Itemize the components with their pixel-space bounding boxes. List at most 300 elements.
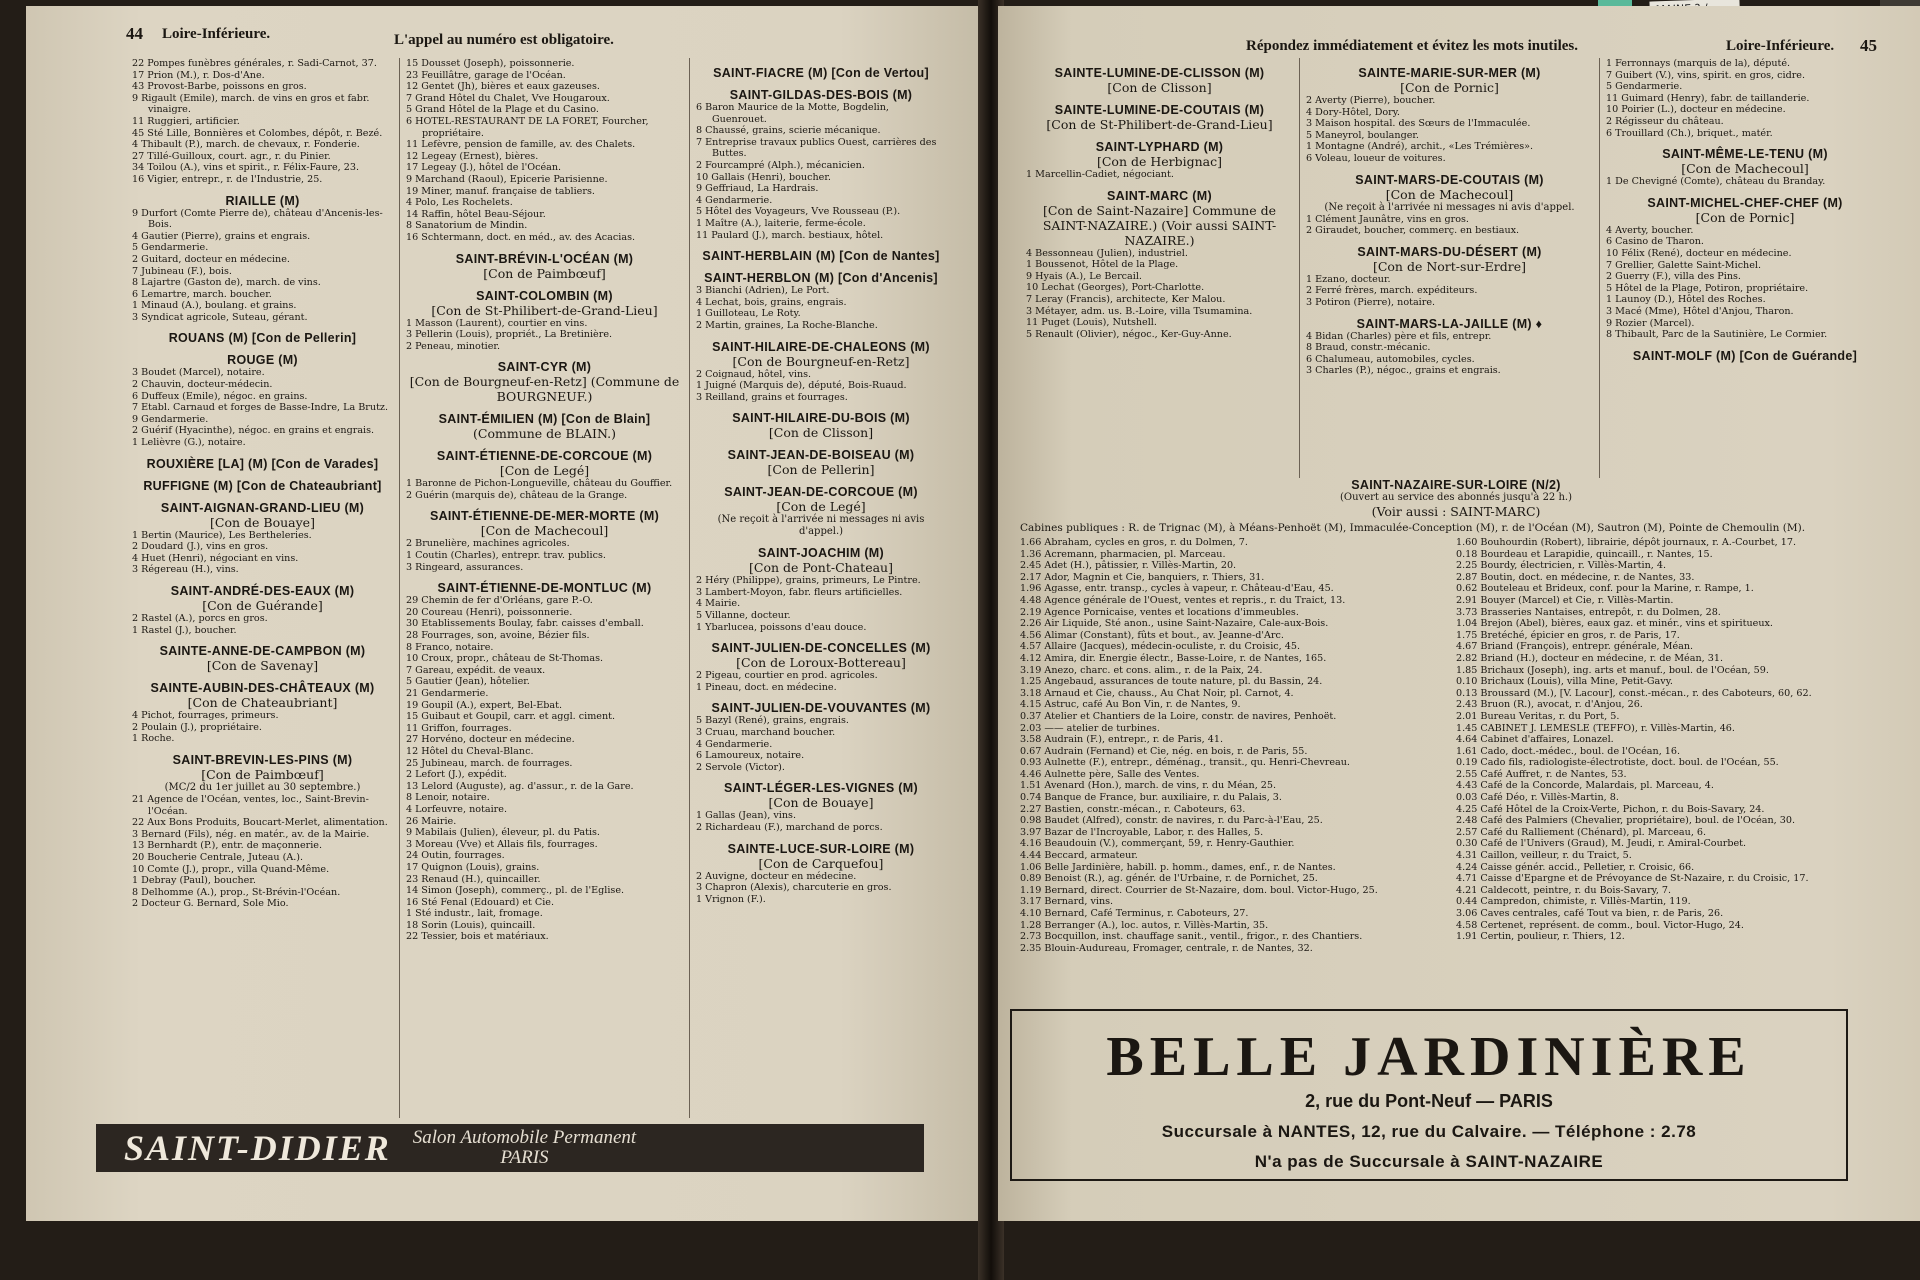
directory-section	[1306, 173, 1593, 237]
subscriber-entry: 2.17 Ador, Magnin et Cie, banquiers, r. Thiers, 31.	[1020, 571, 1265, 583]
directory-entry: 9 Geffriaud, La Hardrais.	[696, 183, 819, 195]
directory-entry: 2 Peneau, minotier.	[406, 340, 501, 352]
section-subtitle: [Con de Nort-sur-Erdre]	[1372, 258, 1527, 274]
directory-section	[406, 360, 683, 404]
directory-entry: 3 Ringeard, assurances.	[406, 561, 524, 573]
subscriber-entry: 3.17 Bernard, vins.	[1020, 896, 1114, 908]
directory-entry: 19 Goupil (A.), expert, Bel-Ebat.	[406, 699, 563, 711]
subscriber-entry: 1.04 Brejon (Abel), bières, eaux gaz. et minér., vins et spiritueux.	[1456, 618, 1773, 630]
subscriber-entry: 2.45 Adet (H.), pâtissier, r. Villès-Martin, 20.	[1020, 560, 1237, 572]
directory-section	[696, 485, 946, 538]
directory-section	[1606, 196, 1884, 341]
directory-entry: 6 Trouillard (Ch.), briquet., matér.	[1606, 127, 1773, 139]
saint-didier-ad	[96, 1124, 924, 1172]
directory-entry: 1 Boussenot, Hôtel de la Plage.	[1026, 259, 1179, 271]
directory-entry: 4 Averty, boucher.	[1606, 224, 1694, 236]
section-title: SAINTE-LUMINE-DE-CLISSON (M)	[1054, 66, 1265, 80]
section-title: SAINT-ÉTIENNE-DE-MER-MORTE (M)	[429, 509, 660, 524]
subscriber-entry: 1.66 Abraham, cycles en gros, r. du Dolmen, 7.	[1020, 537, 1248, 548]
ad-tagline	[413, 1128, 636, 1168]
directory-section	[406, 252, 683, 281]
directory-entry: 3 Métayer, adm. us. B.-Loire, villa Tsumamina.	[1026, 305, 1253, 317]
subscriber-entry: 4.71 Caisse d'Epargne et de Prévoyance de St-Nazaire, r. du Croisic, 17.	[1456, 873, 1809, 885]
section-title: SAINT-MARS-DU-DÉSERT (M)	[1357, 244, 1542, 259]
section-title: SAINT-BRÉVIN-L'OCÉAN (M)	[455, 251, 634, 266]
subscriber-entry: 1.60 Bouhourdin (Robert), librairie, dépôt journaux, r. A.-Courbet, 17.	[1456, 537, 1797, 548]
directory-entry: 17 Prion (M.), r. Dos-d'Ane.	[132, 69, 265, 81]
left-page	[26, 6, 984, 1221]
directory-entry: 11 Puget (Louis), Nutshell.	[1026, 317, 1157, 329]
directory-entry: 3 Lambert-Moyon, fabr. fleurs artificielles.	[696, 586, 903, 598]
column	[1600, 58, 1890, 478]
directory-entry: 3 Maison hospital. des Sœurs de l'Immaculée.	[1306, 118, 1531, 130]
ad-title: BELLE JARDINIÈRE	[1106, 1026, 1752, 1088]
region-title: Loire-Inférieure.	[162, 26, 271, 42]
directory-section	[696, 546, 946, 633]
directory-entry: 4 Thibault (P.), march. de chevaux, r. Fonderie.	[132, 139, 360, 151]
directory-section	[132, 479, 393, 493]
column	[690, 58, 952, 1118]
directory-entry: 10 Comte (J.), propr., villa Quand-Même.	[132, 863, 330, 875]
directory-entry: 12 Legeay (Ernest), bières.	[406, 150, 539, 162]
directory-entry: 27 Tillé-Guilloux, court. agr., r. du Pinier.	[132, 150, 331, 162]
subscriber-entry: 2.48 Café des Palmiers (Chevalier, propriétaire), boul. de l'Océan, 30.	[1456, 815, 1796, 827]
subscriber-entry: 1.51 Avenard (Hon.), march. de vins, r. du Méan, 25.	[1020, 780, 1277, 792]
directory-entry: 2 Héry (Philippe), grains, primeurs, Le Pintre.	[696, 575, 921, 587]
subscriber-entry: 1.25 Angebaud, assurances de toute nature, pl. du Bassin, 24.	[1020, 676, 1323, 688]
directory-entry: 16 Vigier, entrepr., r. de l'Industrie, 25.	[132, 173, 323, 185]
subscriber-entry: 2.82 Briand (H.), docteur en médecine, r. de Méan, 31.	[1456, 652, 1723, 664]
section-title: SAINT-JULIEN-DE-VOUVANTES (M)	[711, 701, 931, 716]
directory-entry: 2 Lefort (J.), expédit.	[406, 769, 507, 781]
directory-entry: 13 Lelord (Auguste), ag. d'assur., r. de la Gare.	[406, 780, 634, 792]
section-title: SAINT-HILAIRE-DE-CHALEONS (M)	[712, 339, 930, 354]
directory-entry: 7 Grellier, Galette Saint-Michel.	[1606, 259, 1762, 271]
directory-entry: 4 Pichot, fourrages, primeurs.	[132, 710, 279, 722]
directory-entry: 2 Guerry (F.), villa des Pins.	[1606, 271, 1741, 283]
directory-entry: 18 Sorin (Louis), quincaill.	[406, 919, 536, 931]
directory-entry: 4 Gendarmerie.	[696, 194, 773, 206]
section-title: SAINT-HERBLAIN (M) [Con de Nantes]	[702, 249, 940, 264]
section-title: SAINT-ÉTIENNE-DE-CORCOUE (M)	[436, 449, 653, 464]
subscriber-entry: 4.43 Café de la Concorde, Malardais, pl. Marceau, 4.	[1456, 780, 1714, 792]
directory-entry: 5 Hôtel des Voyageurs, Vve Rousseau (P.).	[696, 206, 901, 218]
section-subtitle: [Con de Clisson]	[1107, 80, 1212, 95]
directory-entry: 6 Duffeux (Emile), négoc. en grains.	[132, 390, 308, 402]
directory-entry: 8 Braud, constr.-mécanic.	[1306, 342, 1431, 354]
directory-section	[1306, 317, 1593, 377]
directory-section	[1026, 66, 1293, 95]
directory-entry: 2 Ferré frères, march. expéditeurs.	[1306, 285, 1478, 297]
section-subtitle: [Con de Herbignac]	[1096, 154, 1223, 169]
directory-section	[1306, 66, 1593, 165]
header-notice: Répondez immédiatement et évitez les mots inutiles.	[1246, 38, 1579, 54]
directory-entry: 1 Launoy (D.), Hôtel des Roches.	[1606, 294, 1766, 306]
directory-entry: 6 HOTEL-RESTAURANT DE LA FORET, Fourcher, propriétaire.	[406, 115, 649, 139]
directory-entry: 9 Mabilais (Julien), éleveur, pl. du Patis.	[406, 827, 600, 839]
directory-section	[1606, 349, 1884, 363]
section-subtitle: [Con de Machecoul]	[480, 523, 609, 539]
directory-entry: 5 Renault (Olivier), négoc., Ker-Guy-Anne.	[1026, 328, 1232, 340]
subscriber-entry: 2.91 Bouyer (Marcel) et Cie, r. Villès-Martin.	[1456, 594, 1674, 606]
subscriber-entry: 2.03 —— atelier de turbines.	[1020, 722, 1160, 734]
directory-entry: 8 Thibault, Parc de la Sautinière, Le Cormier.	[1606, 329, 1828, 341]
directory-entry: 17 Legeay (J.), hôtel de l'Océan.	[406, 162, 562, 174]
left-page-header	[126, 24, 954, 58]
directory-section	[406, 58, 683, 244]
directory-entry: 7 Gareau, expédit. de veaux.	[406, 664, 546, 676]
directory-entry: 1 Vrignon (F.).	[696, 893, 766, 905]
section-title: SAINT-MOLF (M) [Con de Guérande]	[1632, 348, 1858, 363]
section-subtitle: [Con de Paimbœuf]	[201, 766, 324, 782]
section-title: RIAILLE (M)	[225, 193, 300, 208]
section-title: SAINT-MARS-LA-JAILLE (M) ♦	[1356, 316, 1543, 331]
directory-entry: 22 Aux Bons Produits, Boucart-Merlet, alimentation.	[132, 817, 388, 829]
subscriber-entry: 1.91 Certin, poulieur, r. Thiers, 12.	[1456, 931, 1625, 943]
section-subtitle: [Con de Pellerin]	[767, 462, 875, 478]
section-title: ROUANS (M) [Con de Pellerin]	[168, 331, 357, 346]
region-title: Loire-Inférieure.	[1726, 38, 1835, 54]
subscriber-entry: 0.37 Atelier et Chantiers de la Loire, constr. de navires, Penhoët.	[1020, 710, 1337, 722]
directory-section	[696, 641, 946, 693]
subscriber-entry: 4.15 Astruc, café Au Bon Vin, r. de Nantes, 9.	[1020, 699, 1241, 711]
directory-entry: 1 Pineau, doct. en médecine.	[696, 681, 837, 693]
directory-entry: 5 Grand Hôtel de la Plage et du Casino.	[406, 104, 599, 116]
directory-entry: 2 Fourcampré (Alph.), mécanicien.	[696, 159, 865, 171]
directory-entry: 43 Provost-Barbe, poissons en gros.	[132, 81, 307, 93]
directory-entry: 2 Docteur G. Bernard, Sole Mio.	[132, 898, 289, 910]
subscriber-entry: 0.74 Banque de France, bur. auxiliaire, r. du Palais, 3.	[1020, 792, 1282, 804]
directory-entry: 6 Lemartre, march. boucher.	[132, 288, 272, 300]
directory-entry: 3 Potiron (Pierre), notaire.	[1306, 296, 1436, 308]
directory-entry: 1 Debray (Paul), boucher.	[132, 875, 256, 887]
directory-entry: 2 Régisseur du château.	[1606, 115, 1724, 127]
section-title: SAINTE-ANNE-DE-CAMPBON (M)	[159, 644, 366, 659]
section-title: SAINT-LYPHARD (M)	[1095, 140, 1224, 154]
directory-entry: 8 Chaussé, grains, scierie mécanique.	[696, 125, 881, 137]
directory-entry: 8 Franco, notaire.	[406, 641, 494, 653]
directory-section	[132, 681, 393, 745]
directory-entry: 15 Dousset (Joseph), poissonnerie.	[406, 58, 575, 69]
directory-entry: 27 Horvéno, docteur en médecine.	[406, 734, 575, 746]
directory-entry: 2 Giraudet, boucher, commerç. en bestiaux.	[1306, 225, 1520, 237]
directory-entry: 2 Averty (Pierre), boucher.	[1306, 95, 1436, 106]
directory-section	[696, 701, 946, 773]
directory-entry: 26 Mairie.	[406, 815, 457, 827]
directory-section	[132, 753, 393, 910]
subscriber-entry: 2.26 Air Liquide, Sté anon., usine Saint-Nazaire, Cale-aux-Bois.	[1020, 618, 1329, 630]
directory-entry: 1 Maître (A.), laiterie, ferme-école.	[696, 217, 866, 229]
section-subtitle: [Con de Paimbœuf]	[483, 265, 606, 281]
directory-entry: 16 Sté Fenal (Edouard) et Cie.	[406, 896, 555, 908]
subscriber-entry: 3.97 Bazar de l'Incroyable, Labor, r. des Halles, 5.	[1020, 826, 1264, 838]
directory-section	[696, 781, 946, 833]
section-title: SAINT-JEAN-DE-BOISEAU (M)	[727, 448, 915, 463]
subscriber-entry: 2.25 Bourdy, électricien, r. Villès-Martin, 4.	[1456, 560, 1667, 572]
directory-entry: 23 Renaud (H.), quincailler.	[406, 873, 541, 885]
section-subtitle: [Con de Saint-Nazaire] Commune de SAINT-NAZAIRE.) (Voir aussi SAINT-NAZAIRE.)	[1042, 202, 1277, 248]
directory-section	[406, 509, 683, 573]
directory-entry: 5 Bazyl (René), grains, engrais.	[696, 715, 849, 727]
directory-entry: 4 Huet (Henri), négociant en vins.	[132, 552, 299, 564]
section-title: SAINT-JEAN-DE-CORCOUE (M)	[724, 485, 918, 500]
subscriber-entry: 3.58 Audrain (F.), entrepr., r. de Paris, 41.	[1020, 734, 1224, 746]
directory-section	[696, 249, 946, 263]
directory-entry: 11 Lefèvre, pension de famille, av. des Chalets.	[406, 139, 636, 151]
section-title: SAINTE-LUCE-SUR-LOIRE (M)	[727, 841, 915, 856]
directory-entry: 5 Maneyrol, boulanger.	[1306, 129, 1419, 141]
directory-entry: 8 Sanatorium de Mindin.	[406, 220, 528, 232]
directory-entry: 3 Boudet (Marcel), notaire.	[132, 367, 265, 379]
directory-entry: 6 Chalumeau, automobiles, cycles.	[1306, 353, 1475, 365]
directory-entry: 9 Rozier (Marcel).	[1606, 317, 1695, 329]
directory-entry: 28 Fourrages, son, avoine, Bézier fils.	[406, 630, 590, 642]
subscriber-entry: 4.67 Briand (François), entrepr. générale, Méan.	[1456, 641, 1694, 653]
directory-section	[696, 66, 946, 80]
directory-entry: 3 Pellerin (Louis), propriét., La Bretinière.	[406, 329, 613, 341]
directory-entry: 10 Poirier (L.), docteur en médecine.	[1606, 104, 1786, 116]
directory-section	[132, 501, 393, 576]
subscriber-entry: 2.57 Café du Ralliement (Chénard), pl. Marceau, 6.	[1456, 826, 1707, 838]
directory-section	[132, 644, 393, 673]
directory-entry: 4 Mairie.	[696, 598, 741, 610]
directory-entry: 7 Grand Hôtel du Chalet, Vve Hougaroux.	[406, 92, 610, 104]
nazaire-listing	[1020, 537, 1892, 954]
section-title: SAINTE-MARIE-SUR-MER (M)	[1358, 66, 1541, 80]
directory-entry: 5 Gautier (Jean), hôtelier.	[406, 676, 530, 688]
directory-entry: 17 Quignon (Louis), grains.	[406, 861, 540, 873]
section-subtitle: [Con de Pornic]	[1400, 80, 1499, 95]
section-title: ROUXIÈRE [LA] (M) [Con de Varades]	[146, 456, 379, 471]
section-title: SAINT-HERBLON (M) [Con d'Ancenis]	[704, 271, 938, 286]
ad-tagline-2: PARIS	[500, 1147, 549, 1168]
directory-entry: 1 Ferronnays (marquis de la), député.	[1606, 58, 1791, 69]
directory-section	[1606, 147, 1884, 188]
directory-entry: 1 Coutin (Charles), entrepr. trav. publics.	[406, 550, 606, 562]
directory-entry: 10 Gallais (Henri), boucher.	[696, 171, 831, 183]
directory-section	[696, 340, 946, 404]
directory-entry: 2 Martin, graines, La Roche-Blanche.	[696, 319, 878, 331]
directory-entry: 1 Baronne de Pichon-Longueville, château du Gouffier.	[406, 478, 673, 490]
subscriber-entry: 0.89 Benoist (R.), ag. génér. de l'Urbaine, r. de Pornichet, 25.	[1020, 873, 1318, 885]
subscriber-entry: 3.19 Anezo, charc. et cons. alim., r. de la Paix, 24.	[1020, 664, 1263, 676]
section-see-also: (Voir aussi : SAINT-MARC)	[1371, 504, 1541, 519]
directory-entry: 4 Dory-Hôtel, Dory.	[1306, 106, 1400, 118]
directory-entry: 5 Hôtel de la Plage, Potiron, propriétaire.	[1606, 282, 1809, 294]
section-title: SAINT-MÊME-LE-TENU (M)	[1662, 147, 1828, 162]
section-title: SAINT-ÉMILIEN (M) [Con de Blain]	[438, 412, 651, 427]
section-subtitle: [Con de Pornic]	[1695, 209, 1795, 225]
directory-entry: 4 Gautier (Pierre), grains et engrais.	[132, 230, 311, 242]
directory-entry: 8 Delhomme (A.), prop., St-Brévin-l'Océan.	[132, 886, 341, 898]
directory-entry: 2 Coignaud, hôtel, vins.	[696, 368, 812, 380]
section-title: SAINT-JULIEN-DE-CONCELLES (M)	[711, 641, 931, 656]
directory-entry: 4 Lechat, bois, grains, engrais.	[696, 296, 847, 308]
section-subtitle: [Con de Chateaubriant]	[187, 695, 338, 711]
directory-section	[406, 289, 683, 353]
right-top-columns	[1020, 58, 1892, 478]
subscriber-entry: 2.43 Bruon (R.), avocat, r. d'Anjou, 26.	[1456, 699, 1643, 711]
directory-entry: 3 Cruau, marchand boucher.	[696, 727, 836, 739]
directory-section	[1026, 189, 1293, 341]
directory-entry: 2 Richardeau (F.), marchand de porcs.	[696, 822, 883, 833]
directory-entry: 10 Félix (René), docteur en médecine.	[1606, 247, 1792, 259]
directory-entry: 9 Marchand (Raoul), Epicerie Parisienne.	[406, 173, 608, 185]
directory-entry: 21 Agence de l'Océan, ventes, loc., Saint-Brevin-l'Océan.	[132, 793, 369, 817]
directory-entry: 1 Ezano, docteur.	[1306, 273, 1391, 285]
directory-entry: 8 Lenoir, notaire.	[406, 792, 490, 804]
directory-entry: 12 Hôtel du Cheval-Blanc.	[406, 745, 534, 757]
section-title: SAINT-HILAIRE-DU-BOIS (M)	[732, 411, 910, 426]
directory-entry: 3 Syndicat agricole, Suteau, gérant.	[132, 311, 308, 323]
directory-entry: 7 Guibert (V.), vins, spirit. en gros, cidre.	[1606, 69, 1806, 81]
directory-entry: 24 Outin, fourrages.	[406, 850, 505, 862]
section-title: SAINT-JOACHIM (M)	[758, 546, 884, 561]
directory-entry: 30 Etablissements Boulay, fabr. caisses d'emball.	[406, 618, 644, 630]
directory-section	[696, 411, 946, 440]
section-subtitle: [Con de Bourgneuf-en-Retz] (Commune de BOURGNEUF.)	[409, 374, 680, 405]
directory-entry: 1 Guilloteau, Le Roty.	[696, 308, 801, 320]
directory-entry: 16 Schtermann, doct. en méd., av. des Acacias.	[406, 231, 636, 243]
subscriber-entry: 4.58 Certenet, représent. de comm., boul. Victor-Hugo, 24.	[1456, 919, 1744, 931]
subscriber-entry: 4.48 Agence générale de l'Ouest, ventes et repris., r. du Traict, 13.	[1020, 594, 1346, 606]
section-subtitle: [Con de Pont-Chateau]	[749, 560, 893, 576]
directory-entry: 1 Juigné (Marquis de), député, Bois-Ruaud.	[696, 380, 907, 392]
directory-entry: 3 Reilland, grains et fourrages.	[696, 391, 848, 403]
subscriber-entry: 2.55 Café Auffret, r. de Nantes, 53.	[1456, 768, 1627, 780]
directory-entry: 9 Durfort (Comte Pierre de), château d'Ancenis-les-Bois.	[132, 207, 383, 231]
section-title: SAINT-MARS-DE-COUTAIS (M)	[1355, 172, 1544, 187]
subscriber-entry: 0.44 Campredon, chimiste, r. Villès-Martin, 119.	[1456, 896, 1691, 908]
directory-section	[132, 58, 393, 186]
directory-entry: 6 Lamoureux, notaire.	[696, 750, 805, 762]
subscriber-entry: 1.96 Agasse, entr. transp., cycles à vapeur, r. Château-d'Eau, 45.	[1020, 583, 1334, 595]
directory-entry: 3 Chapron (Alexis), charcuterie en gros.	[696, 882, 892, 894]
subscriber-entry: 1.61 Cado, doct.-médec., boul. de l'Océan, 16.	[1456, 745, 1681, 757]
directory-entry: 1 Roche.	[132, 733, 175, 745]
directory-section	[1306, 245, 1593, 309]
directory-entry: 5 Gendarmerie.	[132, 242, 209, 254]
section-title: SAINT-ANDRÉ-DES-EAUX (M)	[170, 584, 355, 598]
subscriber-entry: 0.30 Café de l'Univers (Graud), M. Jeudi, r. Amiral-Courbet.	[1456, 838, 1747, 850]
subscriber-entry: 1.36 Acremann, pharmacien, pl. Marceau.	[1020, 548, 1226, 560]
section-title: SAINT-BREVIN-LES-PINS (M)	[172, 752, 353, 767]
directory-entry: 2 Servole (Victor).	[696, 761, 785, 773]
directory-entry: 7 Jubineau (F.), bois.	[132, 265, 232, 277]
subscriber-entry: 2.73 Bocquillon, inst. chauffage sanit., ventil., frigor., r. des Chantiers.	[1020, 931, 1363, 943]
subscriber-entry: 0.18 Bourdeau et Larapidie, quincaill., r. Nantes, 15.	[1456, 548, 1713, 560]
section-title: SAINT-FIACRE (M) [Con de Vertou]	[713, 66, 929, 80]
section-title: RUFFIGNE (M) [Con de Chateaubriant]	[143, 478, 382, 493]
directory-entry: 21 Gendarmerie.	[406, 688, 489, 699]
ad-branch: Succursale à NANTES, 12, rue du Calvaire. — Téléphone : 2.78	[1161, 1122, 1697, 1141]
ad-note: N'a pas de Succursale à SAINT-NAZAIRE	[1254, 1152, 1604, 1171]
directory-entry: 1 Marcellin-Cadiet, négociant.	[1026, 169, 1174, 180]
directory-entry: 5 Villanne, docteur.	[696, 610, 791, 622]
directory-entry: 29 Chemin de fer d'Orléans, gare P.-O.	[406, 595, 593, 607]
column	[126, 58, 400, 1118]
directory-entry: 1 De Chevigné (Comte), château du Branday.	[1606, 176, 1826, 188]
section-title: SAINT-MICHEL-CHEF-CHEF (M)	[1647, 195, 1843, 210]
directory-entry: 2 Auvigne, docteur en médecine.	[696, 870, 857, 882]
subscriber-entry: 3.06 Caves centrales, café Tout va bien, r. de Paris, 26.	[1456, 908, 1724, 919]
directory-section	[696, 88, 946, 241]
section-subtitle: [Con de Machecoul]	[1385, 186, 1514, 202]
directory-entry: 4 Lorfeuvre, notaire.	[406, 803, 507, 815]
section-subtitle: (Commune de BLAIN.)	[473, 426, 616, 442]
cabines-publiques: Cabines publiques : R. de Trignac (M), à Méans-Penhoët (M), Immaculée-Conception (M), r. de l'Océan (M), Sautron (M), Pointe de Chemoulin (M).	[1020, 522, 1806, 534]
section-title: SAINT-NAZAIRE-SUR-LOIRE (N/2)	[1351, 478, 1561, 492]
directory-entry: 11 Guimard (Henry), fabr. de taillanderie.	[1606, 92, 1810, 104]
subscriber-entry: 4.56 Alimar (Constant), fûts et bout., av. Jeanne-d'Arc.	[1020, 629, 1284, 641]
directory-section	[132, 353, 393, 448]
directory-entry: 11 Ruggieri, artificier.	[132, 115, 240, 127]
directory-section	[132, 194, 393, 324]
section-subtitle: [Con de Bouaye]	[768, 795, 874, 811]
directory-entry: 25 Jubineau, march. de fourrages.	[406, 757, 573, 769]
directory-entry: 7 Etabl. Carnaud et forges de Basse-Indre, La Brutz.	[132, 402, 389, 414]
section-title: SAINTE-AUBIN-DES-CHÂTEAUX (M)	[150, 681, 375, 696]
section-title: SAINTE-LUMINE-DE-COUTAIS (M)	[1054, 103, 1265, 117]
directory-section	[1606, 58, 1884, 139]
directory-entry: 1 Bertin (Maurice), Les Bertheleries.	[132, 529, 312, 541]
page-number: 45	[1860, 36, 1877, 55]
right-page	[998, 6, 1920, 1221]
directory-entry: 5 Gendarmerie.	[1606, 81, 1683, 93]
section-title: SAINT-CYR (M)	[497, 360, 592, 375]
section-note: (Ne reçoit à l'arrivée ni messages ni avis d'appel.	[1324, 201, 1575, 213]
subscriber-entry: 2.01 Bureau Veritas, r. du Port, 5.	[1456, 710, 1620, 722]
header-notice: L'appel au numéro est obligatoire.	[394, 32, 614, 48]
section-subtitle: [Con de Legé]	[499, 463, 590, 479]
page-number: 44	[126, 24, 143, 43]
subscriber-entry: 4.64 Cabinet d'affaires, Lonazel.	[1456, 734, 1614, 746]
section-subtitle: [Con de Savenay]	[206, 658, 319, 674]
column	[1020, 58, 1300, 478]
section-subtitle: [Con de Machecoul]	[1681, 161, 1809, 177]
directory-entry: 9 Hyais (A.), Le Bercail.	[1026, 270, 1142, 282]
subscriber-entry: 2.35 Blouin-Audureau, Fromager, centrale, r. de Nantes, 32.	[1020, 942, 1313, 954]
directory-entry: 34 Toilou (A.), vins et spirit., r. Félix-Faure, 23.	[132, 162, 359, 174]
directory-entry: 3 Moreau (Vve) et Allais fils, fourrages.	[406, 838, 598, 850]
section-note: (Ouvert au service des abonnés jusqu'à 22 h.)	[1340, 492, 1572, 503]
directory-entry: 4 Gendarmerie.	[696, 738, 773, 750]
section-note: (Ne reçoit à l'arrivée ni messages ni avis d'appel.)	[717, 514, 925, 538]
directory-entry: 1 Clément Jaunâtre, vins en gros.	[1306, 213, 1469, 225]
left-columns	[126, 58, 954, 1118]
right-page-header	[1020, 24, 1892, 58]
subscriber-entry: 4.57 Allaire (Jacques), médecin-oculiste, r. du Croisic, 45.	[1020, 641, 1300, 653]
directory-entry: 2 Brunelière, machines agricoles.	[406, 538, 570, 550]
directory-entry: 13 Bernhardt (P.), entr. de maçonnerie.	[132, 840, 323, 852]
directory-entry: 12 Gentet (Jh), bières et eaux gazeuses.	[406, 81, 600, 93]
subscriber-entry: 4.12 Amira, dir. Energie électr., Basse-Loire, r. de Nantes, 165.	[1020, 652, 1327, 664]
section-title: SAINT-ÉTIENNE-DE-MONTLUC (M)	[437, 581, 652, 596]
directory-entry: 1 Minaud (A.), boulang. et grains.	[132, 300, 297, 312]
directory-section	[406, 581, 683, 943]
directory-entry: 2 Rastel (A.), porcs en gros.	[132, 613, 268, 624]
section-subtitle: [Con de Bouaye]	[210, 514, 315, 530]
subscriber-entry: 2.87 Boutin, doct. en médecine, r. de Nantes, 33.	[1456, 571, 1695, 583]
directory-entry: 1 Ybarlucea, poissons d'eau douce.	[696, 621, 867, 633]
directory-section	[696, 271, 946, 331]
directory-entry: 1 Sté industr., lait, fromage.	[406, 908, 543, 920]
directory-entry: 3 Macé (Mme), Hôtel d'Anjou, Tharon.	[1606, 305, 1794, 317]
directory-entry: 4 Bidan (Charles) père et fils, entrepr.	[1306, 330, 1492, 342]
directory-entry: 1 Montagne (André), archit., «Les Trémières».	[1306, 141, 1534, 153]
listing-column	[1020, 537, 1456, 954]
directory-entry: 6 Baron Maurice de la Motte, Bogdelin, Guenrouet.	[696, 102, 889, 125]
